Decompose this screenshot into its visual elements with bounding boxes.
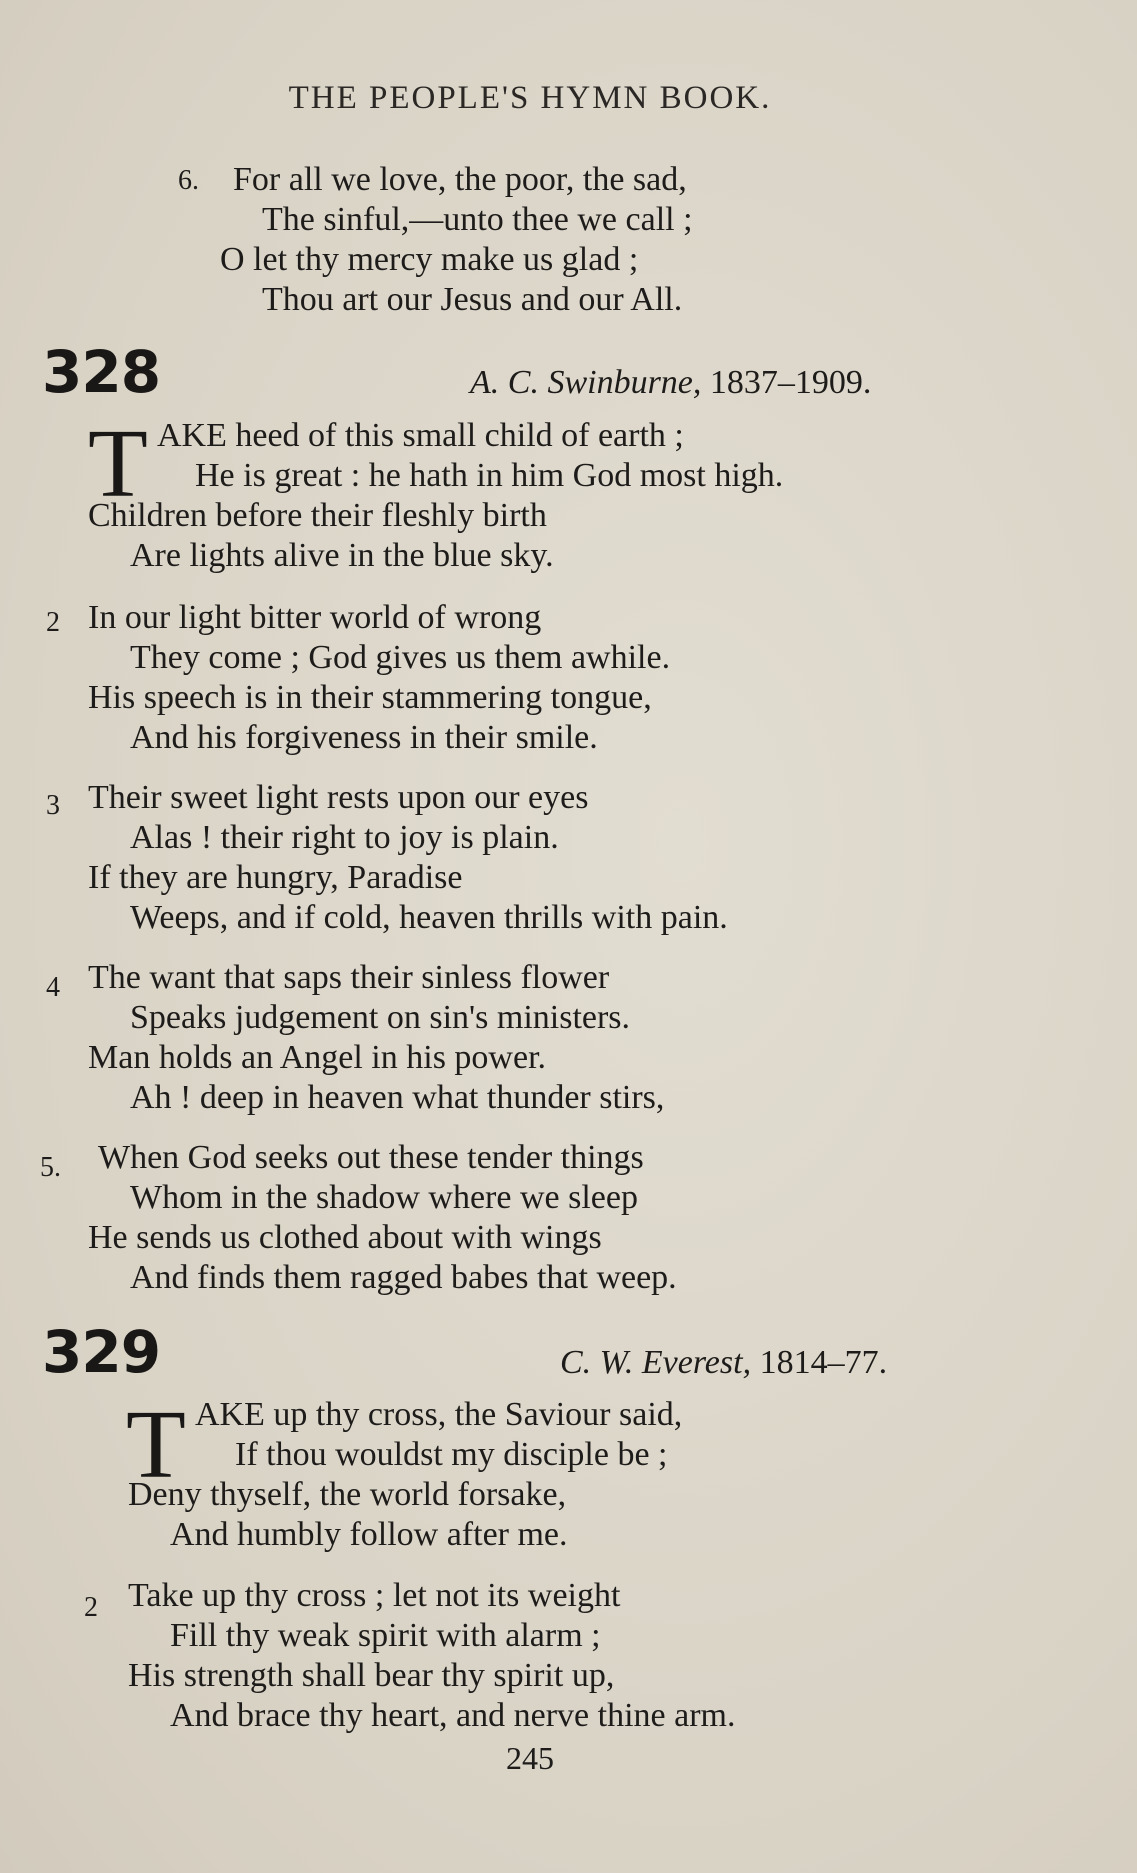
- verse-line: And brace thy heart, and nerve thine arm.: [170, 1697, 736, 1734]
- verse-number: 6.: [178, 165, 199, 196]
- verse-number: 3: [46, 790, 60, 821]
- verse-line: They come ; God gives us them awhile.: [130, 639, 671, 676]
- verse-line: O let thy mercy make us glad ;: [220, 241, 639, 278]
- verse-line: Man holds an Angel in his power.: [88, 1039, 547, 1076]
- verse-line: And finds them ragged babes that weep.: [130, 1259, 677, 1296]
- verse-line: If thou wouldst my disciple be ;: [235, 1436, 668, 1473]
- verse-line: Deny thyself, the world forsake,: [128, 1476, 567, 1513]
- verse-line: Fill thy weak spirit with alarm ;: [170, 1617, 601, 1654]
- verse-line: Speaks judgement on sin's ministers.: [130, 999, 631, 1036]
- verse-line: AKE up thy cross, the Saviour said,: [195, 1396, 683, 1433]
- verse-line: Children before their fleshly birth: [88, 497, 547, 534]
- verse-line: And humbly follow after me.: [170, 1516, 568, 1553]
- verse-line: Whom in the shadow where we sleep: [130, 1179, 638, 1216]
- verse-line: If they are hungry, Paradise: [88, 859, 463, 896]
- page-number: 245: [506, 1740, 554, 1776]
- verse-number: 4: [46, 972, 60, 1003]
- verse-line: And his forgiveness in their smile.: [130, 719, 598, 756]
- author-name: C. W. Everest,: [560, 1344, 752, 1381]
- verse-line: In our light bitter world of wrong: [88, 599, 542, 636]
- drop-cap: T: [88, 410, 148, 518]
- verse-line: The want that saps their sinless flower: [88, 959, 610, 996]
- drop-cap: T: [126, 1391, 186, 1499]
- verse-line: Their sweet light rests upon our eyes: [88, 779, 589, 816]
- verse-line: He is great : he hath in him God most high.: [195, 457, 784, 494]
- verse-line: His speech is in their stammering tongue,: [88, 679, 652, 716]
- verse-line: AKE heed of this small child of earth ;: [157, 417, 684, 454]
- running-head: THE PEOPLE'S HYMN BOOK.: [288, 80, 772, 116]
- hymn-author: [560, 1344, 887, 1382]
- verse-line: He sends us clothed about with wings: [88, 1219, 602, 1256]
- author-dates: 1814–77.: [759, 1344, 888, 1381]
- hymn-number: 328: [42, 338, 161, 406]
- verse-line: Thou art our Jesus and our All.: [262, 281, 683, 318]
- hymn-number: 329: [42, 1318, 161, 1386]
- verse-line: For all we love, the poor, the sad,: [233, 161, 687, 198]
- verse-line: The sinful,—unto thee we call ;: [262, 201, 693, 238]
- author-name: A. C. Swinburne,: [470, 364, 702, 401]
- hymn-author: [470, 364, 871, 402]
- verse-line: Ah ! deep in heaven what thunder stirs,: [130, 1079, 665, 1116]
- verse-line: Weeps, and if cold, heaven thrills with pain.: [130, 899, 728, 936]
- verse-number: 2: [84, 1592, 98, 1623]
- author-dates: 1837–1909.: [709, 364, 872, 401]
- verse-line: His strength shall bear thy spirit up,: [128, 1657, 615, 1694]
- verse-line: Take up thy cross ; let not its weight: [128, 1577, 621, 1614]
- verse-line: Alas ! their right to joy is plain.: [130, 819, 559, 856]
- verse-number: 2: [46, 607, 60, 638]
- verse-line: When God seeks out these tender things: [98, 1139, 644, 1176]
- verse-line: Are lights alive in the blue sky.: [130, 537, 554, 574]
- verse-number: 5.: [40, 1152, 61, 1183]
